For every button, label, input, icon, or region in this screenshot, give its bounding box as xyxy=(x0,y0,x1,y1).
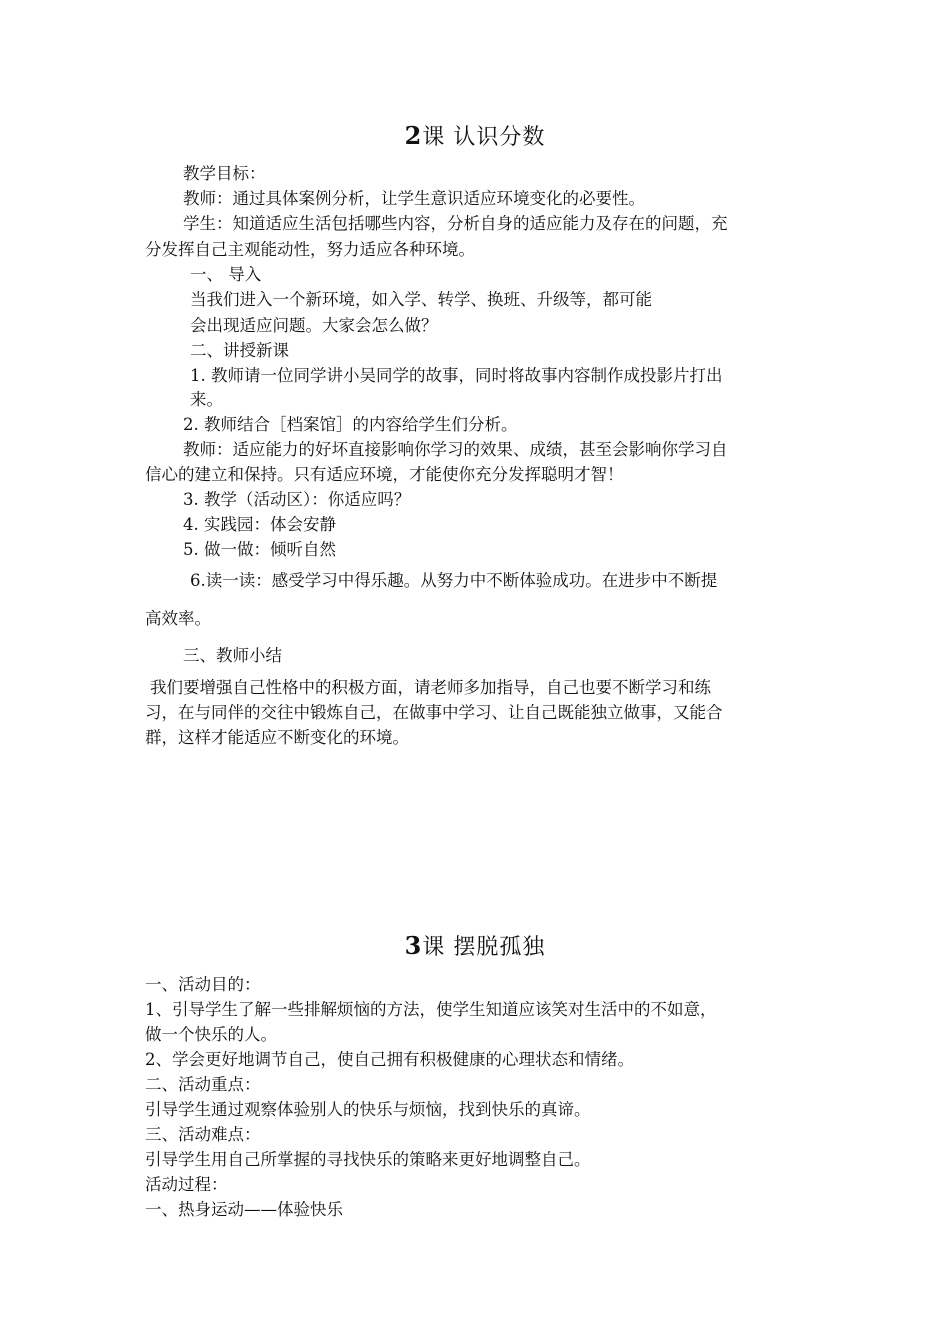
summary-text-3: 群，这样才能适应不断变化的环境。 xyxy=(145,728,409,747)
lesson-2-number: 2 xyxy=(404,121,423,150)
activity-difficulty-heading: 三、活动难点： xyxy=(145,1125,261,1144)
activity-process-heading: 活动过程： xyxy=(145,1175,228,1194)
activity-difficulty-text: 引导学生用自己所掌握的寻找快乐的策略来更好地调整自己。 xyxy=(145,1150,591,1169)
activity-focus-heading: 二、活动重点： xyxy=(145,1075,261,1094)
warmup-heading: 一、热身运动——体验快乐 xyxy=(145,1200,343,1219)
step-4-text: 4. 实践园：体会安静 xyxy=(183,515,336,534)
activity-purpose-heading: 一、活动目的： xyxy=(145,975,261,994)
student-goal-text-1: 学生：知道适应生活包括哪些内容，分析自身的适应能力及存在的问题，充 xyxy=(183,214,728,233)
teacher-goal-text: 教师：通过具体案例分析，让学生意识适应环境变化的必要性。 xyxy=(183,189,645,208)
activity-focus-text: 引导学生通过观察体验别人的快乐与烦恼，找到快乐的真谛。 xyxy=(145,1100,591,1119)
purpose-item-1-cont: 做一个快乐的人。 xyxy=(145,1025,277,1044)
section-intro-heading: 一、 导入 xyxy=(190,265,262,284)
lesson-3-title-text: 课 摆脱孤独 xyxy=(422,935,546,960)
intro-text-1: 当我们进入一个新环境，如入学、转学、换班、升级等，都可能 xyxy=(190,290,652,309)
step-1-text-cont: 来。 xyxy=(190,390,223,409)
teaching-goals-heading: 教学目标： xyxy=(183,164,266,183)
summary-text-1: 我们要增强自己性格中的积极方面，请老师多加指导，自己也要不断学习和练 xyxy=(150,678,711,697)
section-new-lesson-heading: 二、讲授新课 xyxy=(190,341,289,360)
summary-text-2: 习，在与同伴的交往中锻炼自己，在做事中学习、让自己既能独立做事，又能合 xyxy=(145,703,723,722)
step-2-text: 2. 教师结合［档案馆］的内容给学生们分析。 xyxy=(183,415,518,434)
lesson-2-title xyxy=(0,120,950,151)
step-1-text: 1. 教师请一位同学讲小吴同学的故事，同时将故事内容制作成投影片打出 xyxy=(190,366,723,385)
purpose-item-1: 1、引导学生了解一些排解烦恼的方法，使学生知道应该笑对生活中的不如意， xyxy=(145,1000,717,1019)
step-6-text-cont: 高效率。 xyxy=(145,609,211,628)
student-goal-text-2: 分发挥自己主观能动性，努力适应各种环境。 xyxy=(145,240,475,259)
purpose-item-2: 2、学会更好地调节自己，使自己拥有积极健康的心理状态和情绪。 xyxy=(145,1050,634,1069)
step-6-text: 6.读一读：感受学习中得乐趣。从努力中不断体验成功。在进步中不断提 xyxy=(190,571,718,590)
lesson-3-title xyxy=(0,930,950,961)
section-summary-heading: 三、教师小结 xyxy=(183,646,282,665)
intro-text-2: 会出现适应问题。大家会怎么做？ xyxy=(190,316,438,335)
lesson-3-number: 3 xyxy=(404,931,423,960)
step-5-text: 5. 做一做：倾听自然 xyxy=(183,540,336,559)
step-3-text: 3. 教学（活动区）：你适应吗？ xyxy=(183,490,411,509)
teacher-note-1: 教师：适应能力的好坏直接影响你学习的效果、成绩，甚至会影响你学习自 xyxy=(183,440,728,459)
lesson-2-title-text: 课 认识分数 xyxy=(422,125,546,150)
teacher-note-2: 信心的建立和保持。只有适应环境，才能使你充分发挥聪明才智！ xyxy=(145,465,624,484)
